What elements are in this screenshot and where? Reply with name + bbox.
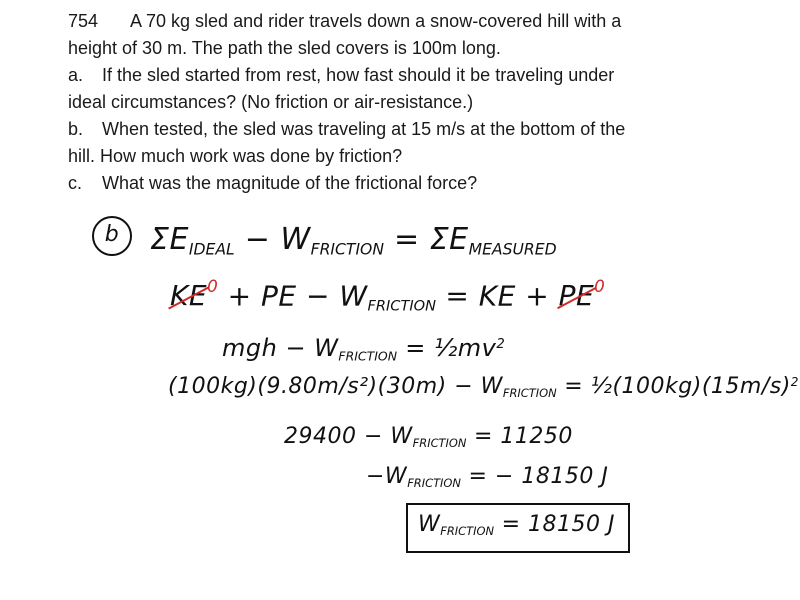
part-a bbox=[68, 62, 778, 89]
part-a-cont: ideal circumstances? (No friction or air-resistance.) bbox=[68, 92, 474, 112]
subscript-friction: FRICTION bbox=[502, 386, 557, 400]
negative-w: −W bbox=[366, 464, 408, 489]
part-label: a. bbox=[68, 65, 84, 85]
one-half: ½ bbox=[433, 334, 458, 362]
mgh-minus-w: mgh − W bbox=[222, 334, 339, 362]
problem-text bbox=[68, 8, 778, 197]
circled-b: b bbox=[92, 216, 132, 256]
pe-crossed: PE bbox=[558, 279, 595, 313]
equation-line-1 bbox=[150, 222, 557, 258]
equals-sigma-e: = ΣE bbox=[383, 222, 469, 257]
problem-intro-line bbox=[68, 8, 778, 35]
squared: 2 bbox=[496, 337, 506, 353]
negative-result: = − 18150 J bbox=[461, 464, 609, 489]
problem-intro-1: A 70 kg sled and rider travels down a snow-covered hill with a bbox=[130, 11, 622, 31]
equation-line-3 bbox=[222, 334, 505, 363]
subscript-friction: FRICTION bbox=[440, 524, 495, 538]
simplified-right: = 11250 bbox=[466, 424, 573, 449]
problem-intro-line: height of 30 m. The path the sled covers is 100m long. bbox=[68, 38, 501, 58]
simplified-left: 29400 − W bbox=[284, 424, 413, 449]
subscript-ideal: IDEAL bbox=[188, 240, 235, 259]
subscript-friction: FRICTION bbox=[310, 240, 384, 259]
ke-zero-note: 0 bbox=[207, 276, 219, 296]
final-answer bbox=[418, 512, 615, 538]
part-label: c. bbox=[68, 173, 83, 193]
subscript-friction: FRICTION bbox=[338, 348, 398, 364]
equals-ke: = KE + bbox=[435, 279, 559, 313]
part-b-marker bbox=[92, 216, 132, 256]
part-c-text: What was the magnitude of the frictional force? bbox=[102, 173, 478, 193]
ke-crossed: KE bbox=[170, 279, 208, 313]
minus-w: − W bbox=[234, 222, 311, 257]
subscript-friction: FRICTION bbox=[407, 476, 461, 490]
part-b-cont: hill. How much work was done by friction? bbox=[68, 146, 403, 166]
equation-line-5 bbox=[284, 424, 573, 450]
answer-value: = 18150 J bbox=[494, 512, 615, 537]
answer-w: W bbox=[418, 512, 441, 537]
part-label: b. bbox=[68, 119, 84, 139]
sigma-e: ΣE bbox=[150, 222, 189, 257]
pe-zero-note: 0 bbox=[594, 276, 606, 296]
subscript-measured: MEASURED bbox=[468, 240, 557, 259]
equation-line-2 bbox=[170, 276, 605, 315]
pe-minus-w: + PE − W bbox=[218, 279, 368, 313]
subscript-friction: FRICTION bbox=[412, 436, 467, 450]
substitution-left: (100kg)(9.80m/s²)(30m) − W bbox=[168, 374, 503, 399]
substitution-right: = ½(100kg)(15m/s) bbox=[556, 374, 791, 399]
equation-line-6 bbox=[366, 464, 608, 490]
part-c bbox=[68, 170, 778, 197]
mv: mv bbox=[457, 334, 497, 362]
equation-line-4 bbox=[168, 374, 799, 400]
squared: 2 bbox=[790, 374, 799, 389]
problem-number: 754 bbox=[68, 11, 99, 31]
equals: = bbox=[397, 334, 434, 362]
part-b bbox=[68, 116, 778, 143]
part-a-text: If the sled started from rest, how fast should it be traveling under bbox=[102, 65, 615, 85]
part-b-text: When tested, the sled was traveling at 15 m/s at the bottom of the bbox=[102, 119, 626, 139]
subscript-friction: FRICTION bbox=[367, 297, 436, 315]
